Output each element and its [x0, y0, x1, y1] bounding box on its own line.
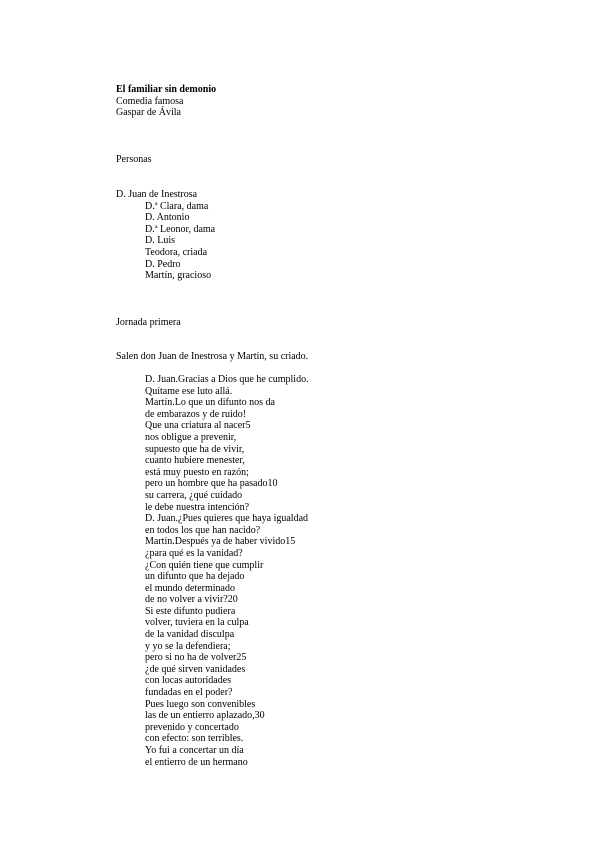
verse-line: Pues luego son convenibles	[145, 698, 256, 710]
verse-line: D. Juan.¿Pues quieres que haya igualdad	[145, 513, 309, 525]
verse-line: nos obligue a prevenir,	[145, 431, 237, 443]
verse-line: ¿para qué es la vanidad?	[145, 547, 243, 559]
play-subtitle: Comedia famosa	[116, 95, 184, 107]
verse-line: con efecto: son terribles.	[145, 733, 244, 745]
verse-line: prevenido y concertado	[145, 721, 239, 733]
persona-item: Teodora, criada	[145, 246, 208, 258]
title-block	[116, 84, 216, 119]
verse-line: D. Juan.Gracias a Dios que he cumplido.	[145, 374, 309, 385]
persona-item: Martín, gracioso	[145, 270, 212, 282]
verse-line: de embarazos y de ruido!	[145, 408, 247, 420]
verse-line: ¿de qué sirven vanidades	[145, 663, 246, 675]
verse-line: el mundo determinado	[145, 582, 235, 594]
verse-line: pero si no ha de volver25	[145, 652, 247, 664]
verse-line: fundadas en el poder?	[145, 687, 233, 699]
jornada-heading-block	[116, 317, 181, 329]
personas-list	[116, 189, 215, 282]
verse-line: está muy puesto en razón;	[145, 466, 249, 478]
verse-line: de no volver a vivir?20	[145, 594, 238, 606]
persona-item: D. Juan de Inestrosa	[116, 189, 198, 200]
play-author: Gaspar de Ávila	[116, 107, 181, 119]
persona-rest-list	[116, 201, 215, 282]
verse-line: Que una criatura al nacer5	[145, 420, 251, 432]
verse-line: Quítame ese luto allá.	[145, 385, 233, 397]
persona-item: D.ª Clara, dama	[145, 200, 209, 212]
verse-block	[116, 374, 309, 768]
verse-line: en todos los que han nacido?	[145, 524, 261, 536]
jornada-heading: Jornada primera	[116, 317, 181, 328]
verse-line: le debe nuestra intención?	[145, 501, 250, 513]
personas-heading-block	[116, 154, 152, 166]
verse-line: volver, tuviera en la culpa	[145, 617, 249, 629]
verse-line: de la vanidad disculpa	[145, 629, 235, 641]
verse-line: el entierro de un hermano	[145, 756, 248, 768]
verse-line: y yo se la defendiera;	[145, 640, 231, 652]
verse-line: las de un entierro aplazado,30	[145, 710, 265, 722]
verse-line: pero un hombre que ha pasado10	[145, 478, 278, 490]
verse-line: Martín.Después ya de haber vivido15	[145, 536, 296, 548]
verse-line: Yo fui a concertar un día	[145, 745, 244, 756]
verse-line: Martín.Lo que un difunto nos da	[145, 397, 275, 409]
verse-line: un difunto que ha dejado	[145, 571, 245, 583]
verse-line: con locas autoridades	[145, 675, 232, 687]
personas-heading: Personas	[116, 154, 152, 165]
verse-line: ¿Con quién tiene que cumplir	[145, 559, 264, 571]
play-title: El familiar sin demonio	[116, 84, 217, 95]
persona-item: D.ª Leonor, dama	[145, 223, 216, 235]
verse-line: Si este difunto pudiera	[145, 605, 236, 617]
verse-line: cuanto hubiere menester,	[145, 455, 245, 467]
persona-item: D. Luis	[145, 235, 175, 247]
verse-line: su carrera, ¿qué cuidado	[145, 489, 243, 501]
verse-line: supuesto que ha de vivir,	[145, 443, 245, 455]
persona-item: D. Pedro	[145, 258, 181, 270]
stage-direction-block	[116, 351, 308, 363]
persona-item: D. Antonio	[145, 212, 190, 224]
stage-direction: Salen don Juan de Inestrosa y Martín, su criado.	[116, 351, 309, 362]
